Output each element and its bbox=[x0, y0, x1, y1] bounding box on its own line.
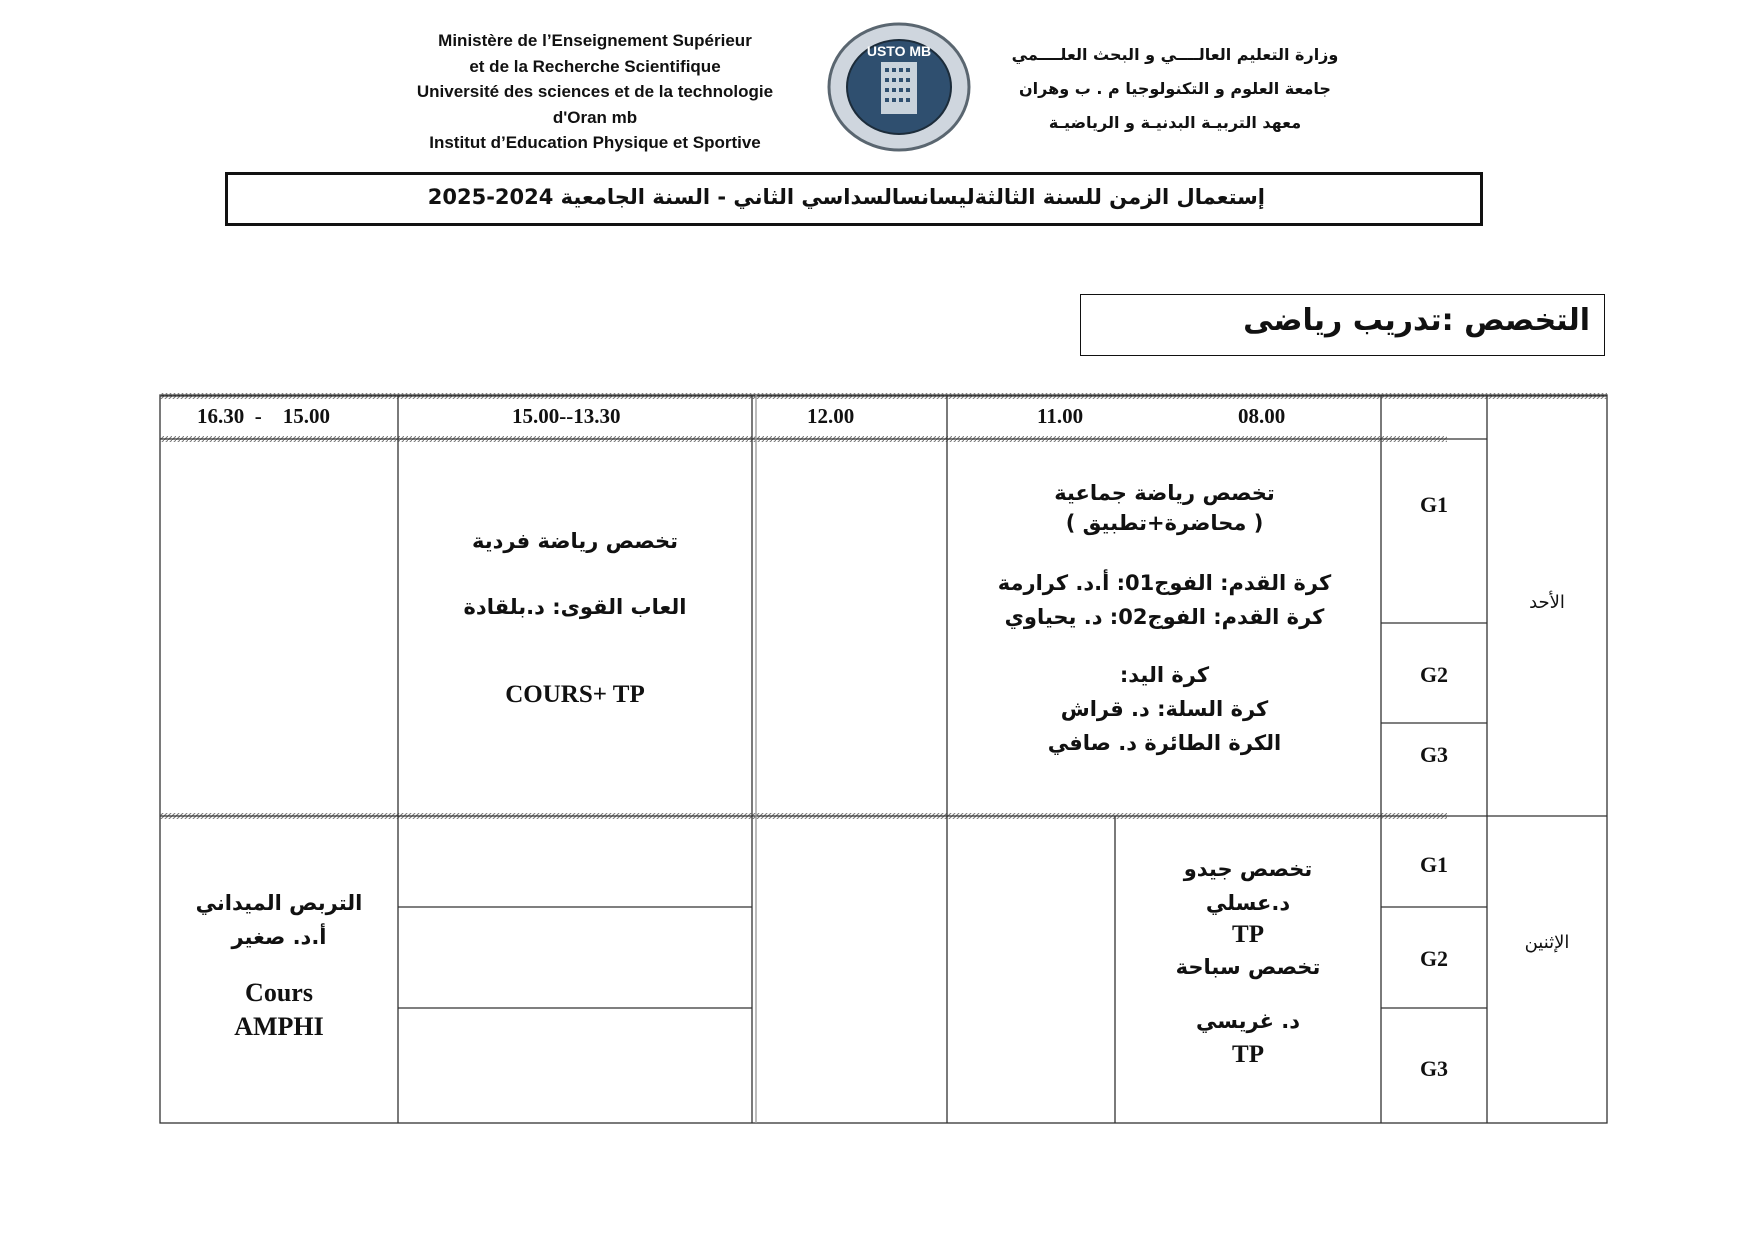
sunday-afternoon-block bbox=[402, 524, 748, 712]
course-title: تخصص جيدو bbox=[1183, 857, 1313, 881]
monday-late-block bbox=[164, 886, 394, 1044]
time-1200: 12.00 bbox=[807, 404, 855, 428]
course-mode: TP bbox=[1232, 1041, 1264, 1068]
course-title: تخصص سباحة bbox=[1175, 955, 1321, 979]
course-mode: COURS+ TP bbox=[505, 681, 645, 708]
course-line: العاب القوى: د.بلقادة bbox=[463, 595, 687, 619]
time-1500-1630: 16.30 - 15.00 bbox=[197, 404, 330, 428]
course-title: التربص الميداني bbox=[195, 891, 363, 915]
course-title: تخصص رياضة فردية bbox=[471, 529, 679, 553]
course-line: كرة السلة: د. قراش bbox=[1060, 697, 1269, 721]
sunday-morning-block bbox=[952, 476, 1377, 760]
group-g1-sunday: G1 bbox=[1419, 492, 1449, 517]
course-mode: TP bbox=[1232, 921, 1264, 948]
schedule-title: إستعمال الزمن للسنة الثالثةليسانسالسداسي الثاني - السنة الجامعية 2024-2025 bbox=[427, 185, 1265, 209]
course-room: AMPHI bbox=[234, 1012, 324, 1041]
french-line: Ministère de l’Enseignement Supérieur bbox=[438, 31, 752, 50]
time-1100: 11.00 bbox=[1037, 404, 1084, 428]
course-line: د. غريسي bbox=[1196, 1009, 1300, 1033]
french-line: d'Oran mb bbox=[552, 107, 638, 127]
arabic-line: وزارة التعليم العالــــي و البحث العلــــمي bbox=[1011, 45, 1339, 64]
time-1330-1500: 15.00--13.30 bbox=[512, 404, 621, 428]
group-g2-monday: G2 bbox=[1419, 946, 1449, 971]
course-line: أ.د. صغير bbox=[231, 925, 327, 949]
group-g2-sunday: G2 bbox=[1419, 662, 1449, 687]
course-mode: Cours bbox=[245, 978, 313, 1007]
french-line: Université des sciences et de la technologie bbox=[416, 82, 774, 101]
arabic-line: جامعة العلوم و التكنولوجيا م . ب وهران bbox=[1019, 79, 1331, 98]
french-line: Institut d’Education Physique et Sportive bbox=[429, 133, 761, 152]
course-title: تخصص رياضة جماعية bbox=[1054, 481, 1275, 505]
course-line: كرة القدم: الفوج02: د. يحياوي bbox=[1004, 605, 1325, 629]
french-line: et de la Recherche Scientifique bbox=[469, 56, 721, 76]
course-line: د.عسلي bbox=[1205, 891, 1291, 915]
arabic-line: معهد التربيـة البدنيـة و الرياضيـة bbox=[1048, 113, 1302, 132]
day-sunday: الأحد bbox=[1529, 592, 1565, 613]
course-line: كرة القدم: الفوج01: أ.د. كرارمة bbox=[997, 571, 1332, 595]
group-g1-monday: G1 bbox=[1419, 852, 1449, 877]
specialty-label: التخصص :تدريب رياضى bbox=[1243, 303, 1590, 338]
course-line: كرة اليد: bbox=[1119, 663, 1210, 687]
group-g3-monday: G3 bbox=[1419, 1056, 1449, 1081]
time-0800: 08.00 bbox=[1238, 404, 1286, 428]
course-line: الكرة الطائرة د. صافي bbox=[1047, 731, 1282, 755]
logo-text: USTO MB bbox=[866, 43, 932, 59]
group-g3-sunday: G3 bbox=[1419, 742, 1449, 767]
course-type: ( محاضرة+تطبيق ) bbox=[1065, 511, 1264, 535]
day-monday: الإثنين bbox=[1524, 932, 1570, 953]
monday-morning-block bbox=[1119, 852, 1377, 1072]
